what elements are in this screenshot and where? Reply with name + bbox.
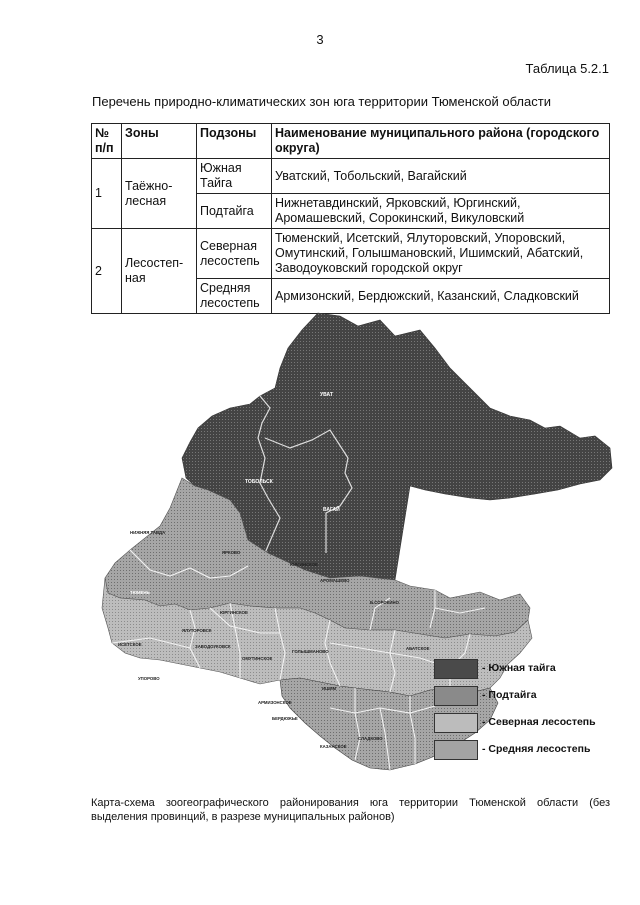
- zones-table: [91, 123, 610, 314]
- legend-swatch: [434, 686, 478, 706]
- map-label-sladkovo: СЛАДКОВО: [358, 736, 383, 741]
- row-districts: Нижнетавдинский, Ярковский, Юргинский, Аромашевский, Сорокинский, Викуловский: [272, 194, 610, 229]
- map-label-abatsk: АБАТСКОЕ: [406, 646, 430, 651]
- map-label-armizon: АРМИЗОНСКОЕ: [258, 700, 292, 705]
- map-label-uvat: УВАТ: [320, 392, 333, 398]
- map-label-nizhtavda: НИЖНЯЯ ТАВДА: [130, 530, 166, 535]
- legend-item: [434, 740, 634, 760]
- map-label-tyumen: ТЮМЕНЬ: [130, 590, 150, 595]
- legend-label: - Северная лесостепь: [482, 716, 596, 728]
- legend-swatch: [434, 659, 478, 679]
- header-districts: Наименование муниципального района (городского округа): [272, 124, 610, 159]
- map-label-uporovo: УПОРОВО: [138, 676, 160, 681]
- row-zone: Лесостеп-ная: [122, 229, 197, 314]
- legend-item: [434, 686, 634, 706]
- map-label-vagai: ВАГАЙ: [323, 507, 340, 513]
- table-row: [92, 159, 610, 194]
- map-label-yurginsk-2: ЮРГИНСКОЕ: [220, 610, 248, 615]
- row-zone: Таёжно-лесная: [122, 159, 197, 229]
- row-districts: Армизонский, Бердюжский, Казанский, Сладковский: [272, 279, 610, 314]
- legend-swatch: [434, 713, 478, 733]
- legend-item: [434, 713, 634, 733]
- row-num: 2: [92, 229, 122, 314]
- row-subzone: Подтайга: [197, 194, 272, 229]
- map-caption: Карта-схема зоогеографического районирования юга территории Тюменской области (без выделения провинций, в разрезе муниципальных районов): [91, 797, 610, 823]
- map-label-zavodouk: ЗАВОДОУКОВСК: [195, 644, 231, 649]
- document-title: Перечень природно-климатических зон юга территории Тюменской области: [92, 94, 551, 109]
- map-label-golysh: ГОЛЫШМАНОВО: [292, 649, 329, 654]
- map-label-berdyuzh: БЕРДЮЖЬЕ: [272, 716, 298, 721]
- page-number: 3: [316, 32, 324, 47]
- row-subzone: Средняя лесостепь: [197, 279, 272, 314]
- table-header-row: [92, 124, 610, 159]
- header-subzone: Подзоны: [197, 124, 272, 159]
- map-label-tobolsk: ТОБОЛЬСК: [245, 479, 273, 485]
- header-num: № п/п: [92, 124, 122, 159]
- legend-item: [434, 659, 634, 679]
- row-subzone: Южная Тайга: [197, 159, 272, 194]
- map-label-sorokino: Б.СОРОКИНО: [370, 600, 399, 605]
- legend-swatch: [434, 740, 478, 760]
- map-label-yurginsk: ЮРГИНСКОЕ: [290, 562, 318, 567]
- row-num: 1: [92, 159, 122, 229]
- map-label-yarkovo: ЯРКОВО: [222, 550, 241, 555]
- row-subzone: Северная лесостепь: [197, 229, 272, 279]
- table-label: Таблица 5.2.1: [525, 61, 609, 76]
- legend-label: - Южная тайга: [482, 662, 556, 674]
- map-label-isetsk: ИСЕТСКОЕ: [118, 642, 142, 647]
- legend-label: - Подтайга: [482, 689, 537, 701]
- legend-label: - Средняя лесостепь: [482, 743, 591, 755]
- map-label-ishim: ИШИМ: [322, 686, 337, 691]
- map-label-yalutor: ЯЛУТОРОВСК: [182, 628, 212, 633]
- row-districts: Тюменский, Исетский, Ялуторовский, Упоровский, Омутинский, Голышмановский, Ишимский, Абатский, Заводоуковский городской округ: [272, 229, 610, 279]
- map-label-omutinsk: ОМУТИНСКОЕ: [242, 656, 273, 661]
- table-row: [92, 229, 610, 279]
- row-districts: Уватский, Тобольский, Вагайский: [272, 159, 610, 194]
- map-label-kazansk: КАЗАНСКОЕ: [320, 744, 347, 749]
- header-zone: Зоны: [122, 124, 197, 159]
- map-label-aromash: АРОМАШЕВО: [320, 578, 350, 583]
